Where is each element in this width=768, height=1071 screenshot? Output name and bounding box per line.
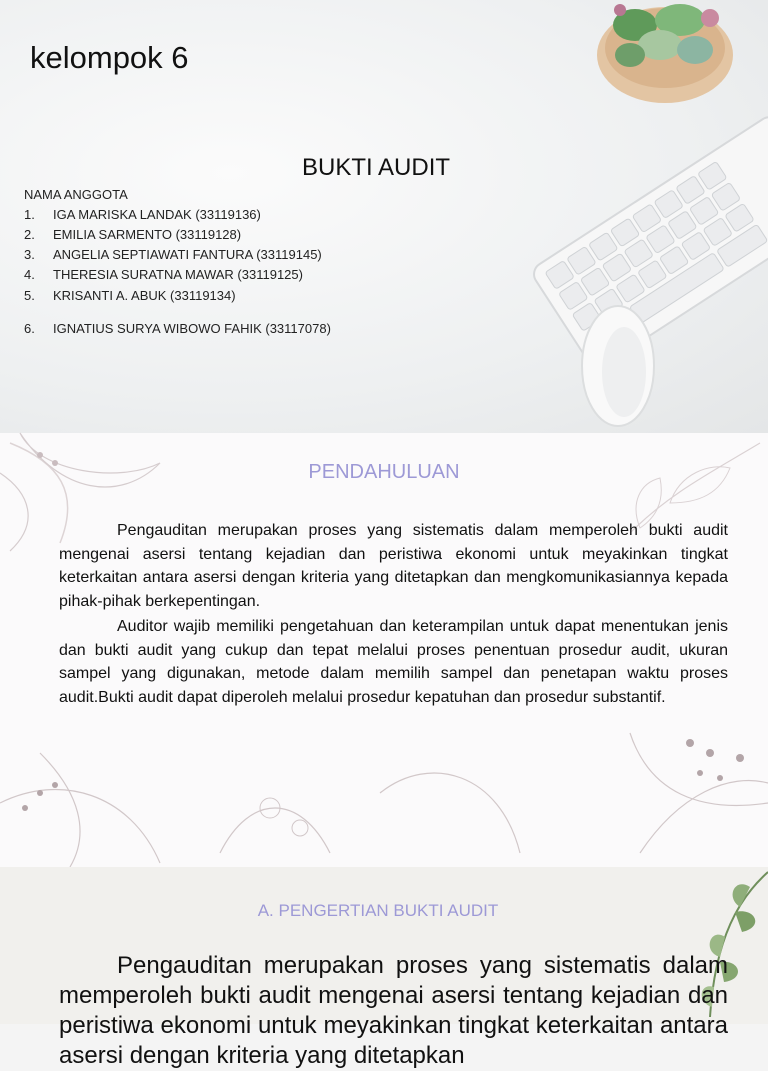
- member-number: 2.: [24, 227, 35, 242]
- member-item: [24, 321, 331, 336]
- member-name: ANGELIA SEPTIAWATI FANTURA (33119145): [53, 247, 322, 262]
- mouse-icon: [578, 302, 658, 430]
- group-title: kelompok 6: [30, 40, 189, 75]
- body-paragraph: Pengauditan merupakan proses yang sistematis dalam memperoleh bukti audit mengenai asersi tentang kejadian dan peristiwa ekonomi untuk meyakinkan tingkat keterkaitan antara asersi dengan kriteria yang ditetapkan: [59, 952, 728, 1069]
- member-name: IGA MARISKA LANDAK (33119136): [53, 207, 261, 222]
- member-number: 6.: [24, 321, 35, 336]
- member-item: [24, 207, 261, 222]
- member-item: [24, 227, 241, 242]
- body-paragraph: Auditor wajib memiliki pengetahuan dan keterampilan untuk dapat menentukan jenis dan bukti audit yang cukup dan tepat melalui proses penentuan prosedur audit, ukuran sampel yang digunakan, metode dalam memilih sampel dan penetapan waktu proses audit.Bukti audit dapat diperoleh melalui prosedur kepatuhan dan prosedur substantif.: [59, 618, 728, 706]
- section-title: PENDAHULUAN: [308, 461, 460, 483]
- member-item: [24, 247, 322, 262]
- lily-flower-icon: [0, 733, 768, 867]
- member-number: 5.: [24, 288, 35, 303]
- member-number: 4.: [24, 267, 35, 282]
- member-item: [24, 267, 303, 282]
- member-item: [24, 288, 236, 303]
- member-number: 3.: [24, 247, 35, 262]
- section-title: A. PENGERTIAN BUKTI AUDIT: [257, 901, 499, 920]
- presentation-title: BUKTI AUDIT: [302, 154, 451, 181]
- member-number: 1.: [24, 207, 35, 222]
- members-label: NAMA ANGGOTA: [24, 187, 128, 202]
- member-name: IGNATIUS SURYA WIBOWO FAHIK (33117078): [53, 321, 331, 336]
- body-paragraph: Pengauditan merupakan proses yang sistematis dalam memperoleh bukti audit mengenai asersi tentang kejadian dan peristiwa ekonomi untuk meyakinkan tingkat keterkaitan antara asersi dengan kriteria yang ditetapkan dan mengkomunikasiannya kepada pihak-pihak berkepentingan.: [59, 522, 728, 610]
- member-name: KRISANTI A. ABUK (33119134): [53, 288, 236, 303]
- member-name: THERESIA SURATNA MAWAR (33119125): [53, 267, 303, 282]
- definition-slide: [0, 867, 768, 1069]
- succulent-plant-icon: [590, 0, 740, 105]
- introduction-slide: [0, 433, 768, 867]
- title-slide: [0, 0, 768, 433]
- member-name: EMILIA SARMENTO (33119128): [53, 227, 242, 242]
